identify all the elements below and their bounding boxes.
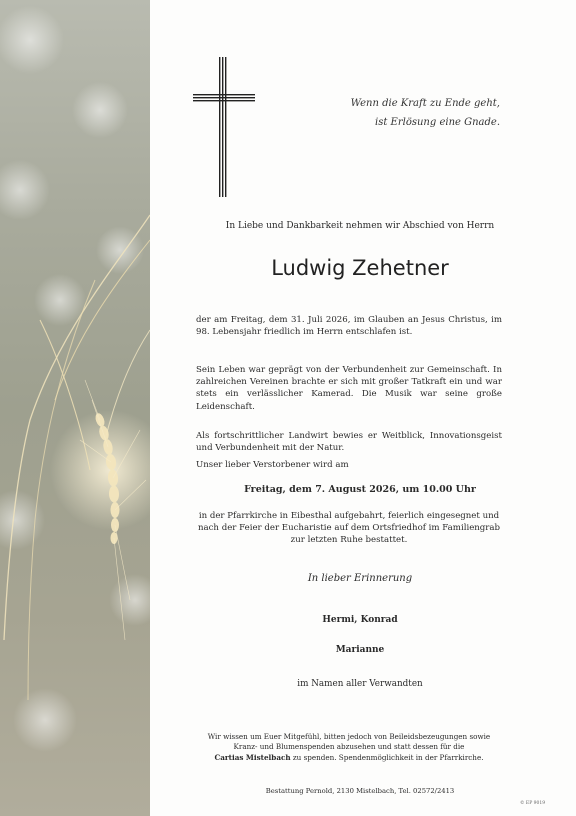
donation-line-1: Wir wissen um Euer Mitgefühl, bitten jedoch von Beileidsbezeugungen sowie [207, 732, 491, 741]
signature-line-1: Hermi, Konrad [322, 615, 398, 625]
funeral-date: Freitag, dem 7. August 2026, um 10.00 Uhr [244, 484, 476, 495]
signature-line-2: Marianne [335, 645, 385, 655]
intro-text: In Liebe und Dankbarkeit nehmen wir Abschied von Herrn [225, 221, 495, 231]
life-description-text: Sein Leben war geprägt von der Verbundenheit zur Gemeinschaft. In zahlreichen Vereinen brachte er sich mit großer Tatkraft ein und war stets ein verlässlicher Kamerad. Die Musik war seine große Leidenschaft. [196, 365, 502, 412]
funeral-details-text: in der Pfarrkirche in Eibesthal aufgebahrt, feierlich eingesegnet und nach der Feier der Eucharistie auf dem Ortsfriedhof im Familiengrab zur letzten Ruhe bestattet. [197, 511, 501, 546]
quote-line-1: Wenn die Kraft zu Ende geht, [350, 98, 500, 109]
deceased-name: Ludwig Zehetner [271, 256, 449, 280]
death-notice-text: der am Freitag, dem 31. Juli 2026, im Glauben an Jesus Christus, im 98. Lebensjahr friedlich im Herrn entschlafen ist. [196, 315, 502, 338]
donation-line-2: Kranz- und Blumenspenden abzusehen und statt dessen für die [233, 742, 465, 752]
quote [300, 94, 500, 132]
family-line: im Namen aller Verwandten [297, 679, 423, 689]
farmer-description-text: Als fortschrittlicher Landwirt bewies er Weitblick, Innovationsgeist und Verbundenheit mit der Natur. [196, 431, 502, 454]
donation-line-3 [196, 753, 502, 763]
memory-line: In lieber Erinnerung [307, 573, 413, 584]
cross-icon [193, 57, 255, 197]
donation-line-3-rest: zu spenden. Spendenmöglichkeit in der Pfarrkirche. [290, 752, 484, 762]
funeral-home-footer: Bestattung Pernold, 2130 Mistelbach, Tel. 02572/2413 [265, 787, 455, 795]
wheat-image [0, 0, 150, 816]
template-code: © EP 9019 [520, 801, 546, 806]
donation-note [196, 732, 502, 763]
quote-line-2: ist Erlösung eine Gnade. [375, 117, 500, 128]
charity-name: Cartias Mistelbach [214, 752, 291, 762]
funeral-intro-text: Unser lieber Verstorbener wird am [196, 460, 349, 470]
